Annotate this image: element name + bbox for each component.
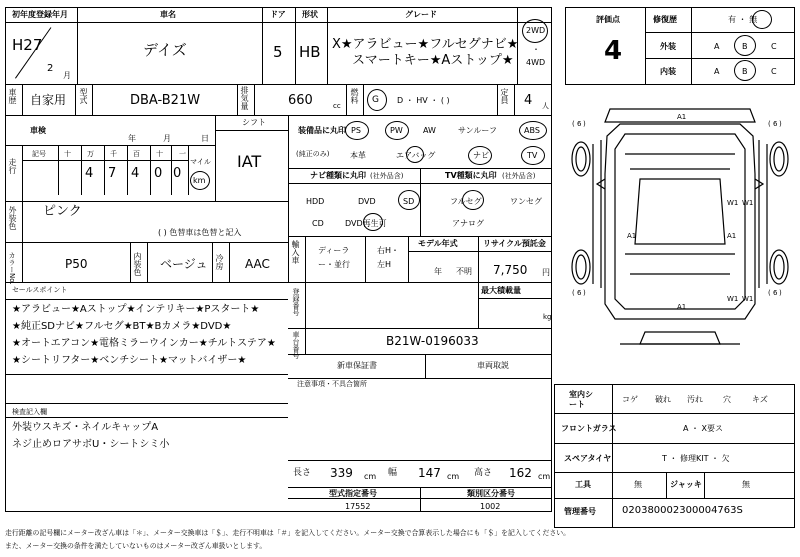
equip-ps: PS [351,126,361,135]
capacity-value: 4 [524,93,533,108]
int-b: B [742,67,748,76]
place-2: 千 [110,150,117,158]
equip-tv: TV [527,151,538,160]
recycle-unit: 円 [542,268,550,277]
svg-text:(: ( [768,289,771,297]
footer-line-1: 走行距離の記号欄にメーター改ざん車は「＊」、メーター交換車は「＄」、走行不明車は「＃」を記入してください。メーター交換で合算表示した場合にも「＄」を記入してください。 [5,529,571,537]
svg-text:A1: A1 [727,232,737,240]
svg-text:W1: W1 [742,295,754,303]
spare-label: スペアタイヤ [564,454,612,463]
class-num-value: 1002 [480,502,501,511]
max-load-unit: kg [543,313,552,321]
year-label: 初年度登録年月 [12,10,68,19]
digit-0: 4 [85,166,94,181]
height-value: 162 [509,466,532,480]
svg-text:A1: A1 [627,232,637,240]
name-label: 車名 [160,10,176,19]
tv-sub: (社外品含) [502,172,536,180]
month-value: 2 [47,63,54,74]
km-label: km [193,176,206,185]
equip-airbag: エアバッグ [396,151,436,160]
type-num-value: 17552 [345,502,371,511]
grade-label: グレード [405,10,437,19]
fuel-label: 燃料 [350,88,359,104]
exterior-label: 外装 [660,42,676,51]
import-dealer: ディーラー・並行 [318,246,350,269]
svg-text:): ) [779,120,782,128]
inspector-line-2: ネジ止めロアサボU・シートシミ小 [12,439,170,450]
mgmt-label: 管理番号 [564,507,596,516]
seat-item-0: コゲ [622,395,638,404]
spare-value: T ・ 修理KIT ・ 欠 [662,454,730,463]
navi-sd: SD [403,197,415,206]
recycle-label: リサイクル預託金 [483,239,546,248]
color-label: カラーNo. [8,252,16,285]
tv-analog: アナログ [452,219,484,228]
repair-options: 有 ・ 無 [728,15,758,24]
type-num-label: 型式指定番号 [329,489,377,498]
repair-label: 修復歴 [653,15,677,24]
jack-value: 無 [742,480,750,489]
int-c: C [771,67,777,76]
width-label: 幅 [388,468,398,478]
max-load-label: 最大積載量 [481,286,521,295]
digit-4: 0 [173,166,182,181]
usage-value: 自家用 [30,93,67,107]
door-value: 5 [273,43,283,61]
svg-text:): ) [779,289,782,297]
ext-color-note: ( ) 色替車は色替と記入 [158,228,242,237]
equip-pw: PW [390,126,403,135]
displacement-label: 排気量 [240,86,249,110]
jack-label: ジャッキ [670,480,702,489]
svg-text:(: ( [768,120,771,128]
shape-value: HB [299,43,321,61]
ext-c: C [771,42,777,51]
tools-value: 無 [634,480,642,489]
interior-label: 内装 [660,67,676,76]
model-year-label: モデル年式 [418,239,458,248]
tools-label: 工具 [575,480,591,489]
displacement-unit: cc [333,102,341,110]
inspection-day-unit: 日 [201,134,209,143]
inspector-line-1: 外装ウスキズ・ネイルキャップA [12,422,159,433]
color-value: P50 [65,257,88,271]
recycle-value: 7,750 [493,263,528,277]
class-num-label: 類別区分番号 [467,489,515,498]
notes-label: 注意事項・不具合箇所 [297,380,367,388]
inspection-label: 車検 [30,126,46,135]
length-unit: cm [364,472,377,481]
month-unit: 月 [63,71,71,80]
fuel-rest: D ・ HV ・ ( ) [397,96,450,105]
ext-b: B [742,42,748,51]
place-4: 十 [156,150,163,158]
svg-text:6: 6 [773,289,778,297]
width-unit: cm [447,472,460,481]
digit-3: 0 [154,166,163,181]
navi-dvd-play: DVD再生可 [345,219,387,228]
svg-text:W1: W1 [727,295,739,303]
inspection-month-unit: 月 [163,134,171,143]
shift-value: IAT [237,152,262,171]
svg-text:A1: A1 [677,303,687,311]
seat-label: 室内シート [569,390,593,410]
navi-dvd: DVD [358,197,376,206]
model-label: 型式 [79,88,88,104]
place-5: 一 [179,150,186,158]
registration-label: 登録番号 [292,288,300,316]
svg-text:(: ( [572,289,575,297]
capacity-unit: 人 [542,102,549,110]
place-3: 百 [133,150,140,158]
equip-aw: AW [423,126,436,135]
mileage-label: 走行 [8,158,17,174]
seat-item-3: 穴 [723,395,731,404]
mile-label: マイル [190,158,211,166]
svg-text:W1: W1 [742,199,754,207]
equip-navi: ナビ [473,151,489,160]
navi-cd: CD [312,219,324,228]
grade-value-1: X★アラビュー★フルセグナビ★ [332,37,519,52]
svg-text:6: 6 [577,289,582,297]
grade-value-2: スマートキー★Aストップ★ [352,53,514,68]
equip-sunroof: サンルーフ [458,126,497,135]
sales-line-1: ★アラビュー★Aストップ★インテリキー★Pスタート★ [12,304,260,315]
svg-text:6: 6 [773,120,778,128]
sales-line-2: ★純正SDナビ★フルセグ★BT★Bカメラ★DVD★ [12,321,232,332]
interior-color-label: 内装色 [133,252,142,276]
length-label: 長さ [293,468,312,478]
mileage-symbol-label: 記号 [32,150,46,158]
int-a: A [714,67,720,76]
displacement-value: 660 [288,93,313,108]
tv-fullseg: フルセグ [450,197,482,206]
svg-text:W1: W1 [727,199,739,207]
sales-line-3: ★オートエアコン★電格ミラーウインカー★チルトステア★ [12,338,276,349]
width-value: 147 [418,466,441,480]
ext-a: A [714,42,720,51]
sales-label: セールスポイント [12,286,68,294]
score-value: 4 [604,36,623,66]
svg-text:6: 6 [577,120,582,128]
score-label: 評価点 [596,15,620,24]
digit-2: 4 [131,166,140,181]
svg-text:A1: A1 [677,113,687,121]
car-damage-diagram [565,104,795,384]
seat-item-2: 汚れ [687,395,703,404]
place-1: 万 [87,150,94,158]
svg-text:): ) [583,120,586,128]
capacity-label: 定員 [500,88,509,104]
svg-text:): ) [583,289,586,297]
model-year-unknown: 不明 [456,267,472,276]
length-value: 339 [330,466,353,480]
door-label: ドア [270,10,286,19]
tv-label: TV種類に丸印 [445,171,497,180]
tire-fl-label: ( [572,120,575,128]
equip-label: 装備品に丸印 [298,126,346,135]
inspector-label: 検査記入欄 [12,408,47,416]
name-value: デイズ [143,41,187,59]
doc-manual: 車両取説 [477,361,509,370]
import-handle: 右H・左H [377,246,400,269]
model-value: DBA-B21W [130,93,201,108]
model-year-unit: 年 [434,267,442,276]
interior-color-value: ベージュ [160,257,208,271]
footer-line-2: また、メーター交換の条件を満たしていないものはメーター改ざん車扱いとします。 [5,542,267,550]
chassis-value: B21W-0196033 [386,334,479,348]
tv-oneseg: ワンセグ [510,197,542,206]
ext-color-label: 外装色 [8,206,17,230]
place-0: 十 [64,150,71,158]
drive-4wd: 4WD [526,58,546,67]
mgmt-value: 020380002300004763S [622,505,743,516]
import-label: 輸入車 [291,240,300,264]
sales-line-4: ★シートリフター★ベンチシート★マットバイザー★ [12,355,247,366]
shape-label: 形状 [302,10,318,19]
ext-color-value: ピンク [43,204,82,219]
navi-hdd: HDD [306,197,325,206]
usage-label: 車歴 [8,88,17,104]
fuel-g: G [372,95,379,105]
windshield-label: フロントガラス [561,424,617,433]
height-label: 高さ [474,468,493,478]
inspection-year-unit: 年 [128,134,136,143]
height-unit: cm [538,472,551,481]
windshield-value: A ・ X要ス [683,424,724,433]
digit-1: 7 [108,166,117,181]
chassis-label: 車台番号 [292,331,300,359]
ac-value: AAC [245,257,270,271]
seat-item-4: キズ [752,395,768,404]
equip-leather: 本革 [350,151,366,160]
ac-label: 冷房 [215,254,224,270]
navi-sub: (社外品含) [370,172,404,180]
equip-sublabel: (純正のみ) [296,150,330,158]
doc-warranty: 新車保証書 [337,361,377,370]
year-value: H27 [12,36,43,54]
drive-2wd: 2WD [526,26,546,35]
navi-label: ナビ種類に丸印 [310,171,366,180]
equip-abs: ABS [524,126,540,135]
shift-label: シフト [242,118,266,127]
seat-item-1: 破れ [655,395,671,404]
